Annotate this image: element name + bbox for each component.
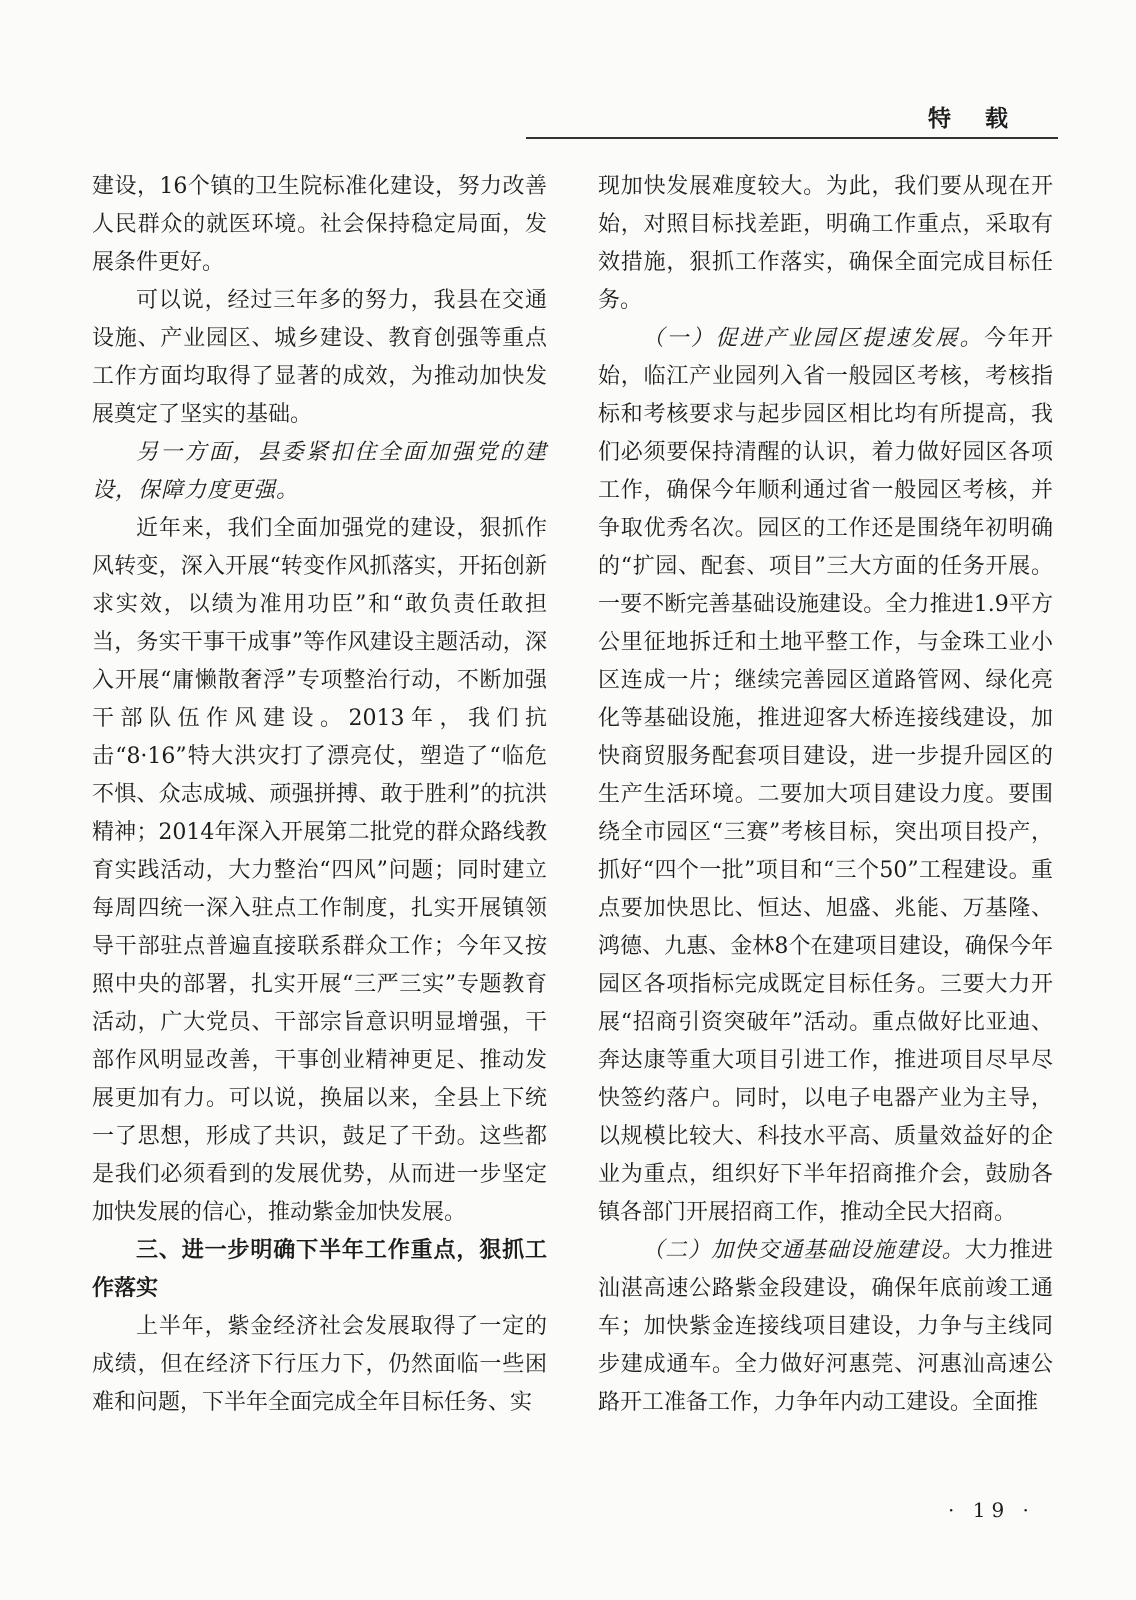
paragraph xyxy=(92,510,547,1232)
paragraph xyxy=(92,168,547,282)
paragraph-text: 另一方面，县委紧扣住全面加强党的建设，保障力度更强。 xyxy=(92,440,547,503)
paragraph-lead: （一）促进产业园区提速发展。 xyxy=(642,326,985,351)
header-rule xyxy=(526,137,1058,139)
paragraph-text: 上半年，紫金经济社会发展取得了一定的成绩，但在经济下行压力下，仍然面临一些困难和问题，下半年全面完成全年目标任务、实 xyxy=(92,1314,547,1415)
page-number: · 19 · xyxy=(948,1498,1035,1522)
right-column xyxy=(598,168,1053,1422)
paragraph-text: 大力推进汕湛高速公路紫金段建设，确保年底前竣工通车；加快紫金连接线项目建设，力争与主线同步建成通车。全力做好河惠莞、河惠汕高速公路开工准备工作，力争年内动工建设。全面推 xyxy=(598,1238,1053,1415)
paragraph-text: 可以说，经过三年多的努力，我县在交通设施、产业园区、城乡建设、教育创强等重点工作方面均取得了显著的成效，为推动加快发展奠定了坚实的基础。 xyxy=(92,288,547,427)
section-label: 特载 xyxy=(928,106,1042,132)
paragraph xyxy=(92,1308,547,1422)
paragraph-text: 近年来，我们全面加强党的建设，狠抓作风转变，深入开展“转变作风抓落实，开拓创新求实效，以绩为准用功臣”和“敢负责任敢担当，务实干事干成事”等作风建设主题活动，深入开展“庸懒散奢浮”专项整治行动，不断加强干部队伍作风建设。2013年，我们抗击“8·16”特大洪灾打了漂亮仗，塑造了“临危不惧、众志成城、顽强拼搏、敢于胜利”的抗洪精神；2014年深入开展第二批党的群众路线教育实践活动，大力整治“四风”问题；同时建立每周四统一深入驻点工作制度，扎实开展镇领导干部驻点普遍直接联系群众工作；今年又按照中央的部署，扎实开展“三严三实”专题教育活动，广大党员、干部宗旨意识明显增强，干部作风明显改善，干事创业精神更足、推动发展更加有力。可以说，换届以来，全县上下统一了思想，形成了共识，鼓足了干劲。这些都是我们必须看到的发展优势，从而进一步坚定加快发展的信心，推动紫金加快发展。 xyxy=(92,516,547,1225)
paragraph-text: 现加快发展难度较大。为此，我们要从现在开始，对照目标找差距，明确工作重点，采取有效措施，狠抓工作落实，确保全面完成目标任务。 xyxy=(598,174,1053,313)
paragraph xyxy=(92,434,547,510)
paragraph xyxy=(92,282,547,434)
paragraph xyxy=(598,320,1053,1232)
paragraph-lead: （二）加快交通基础设施建设。 xyxy=(642,1238,965,1263)
paragraph xyxy=(598,1232,1053,1422)
paragraph-text: 建设，16个镇的卫生院标准化建设，努力改善人民群众的就医环境。社会保持稳定局面，发展条件更好。 xyxy=(92,174,547,275)
section-heading xyxy=(92,1232,547,1308)
paragraph-text: 三、进一步明确下半年工作重点，狠抓工作落实 xyxy=(92,1238,547,1301)
left-column xyxy=(92,168,547,1422)
paragraph-text: 今年开始，临江产业园列入省一般园区考核，考核指标和考核要求与起步园区相比均有所提高，我们必须要保持清醒的认识，着力做好园区各项工作，确保今年顺利通过省一般园区考核，并争取优秀名次。园区的工作还是围绕年初明确的“扩园、配套、项目”三大方面的任务开展。一要不断完善基础设施建设。全力推进1.9平方公里征地拆迁和土地平整工作，与金珠工业小区连成一片；继续完善园区道路管网、绿化亮化等基础设施，推进迎客大桥连接线建设，加快商贸服务配套项目建设，进一步提升园区的生产生活环境。二要加大项目建设力度。要围绕全市园区“三赛”考核目标，突出项目投产，抓好“四个一批”项目和“三个50”工程建设。重点要加快思比、恒达、旭盛、兆能、万基隆、鸿德、九惠、金林8个在建项目建设，确保今年园区各项指标完成既定目标任务。三要大力开展“招商引资突破年”活动。重点做好比亚迪、奔达康等重大项目引进工作，推进项目尽早尽快签约落户。同时，以电子电器产业为主导，以规模比较大、科技水平高、质量效益好的企业为重点，组织好下半年招商推介会，鼓励各镇各部门开展招商工作，推动全民大招商。 xyxy=(598,326,1053,1225)
paragraph xyxy=(598,168,1053,320)
